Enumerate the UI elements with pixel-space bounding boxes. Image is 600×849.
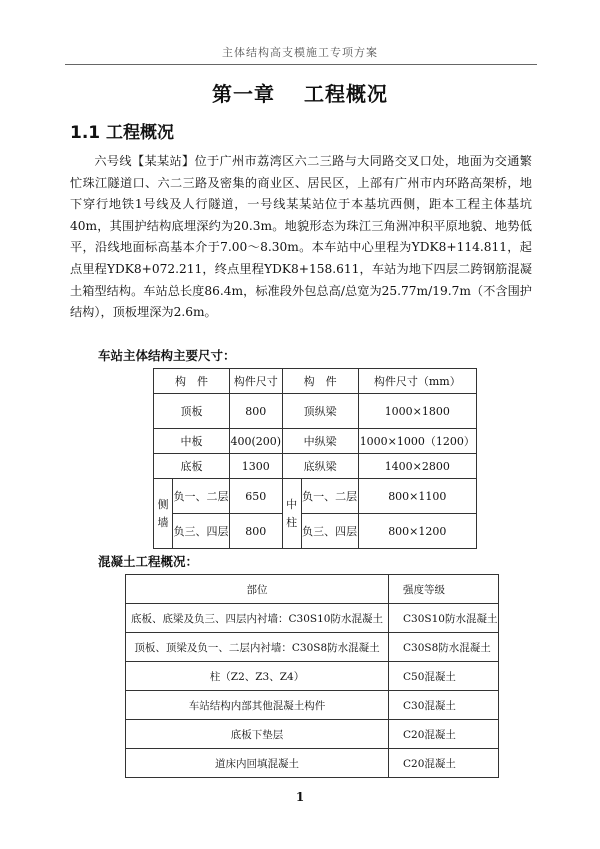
table-row <box>126 633 499 662</box>
table-cell: 中纵梁 <box>282 429 358 454</box>
table-cell: 顶板、顶梁及负一、二层内衬墙：C30S8防水混凝土 <box>126 633 389 662</box>
table-header-row <box>126 575 499 604</box>
table-cell: 底纵梁 <box>282 454 358 479</box>
table-cell: 车站结构内部其他混凝土构件 <box>126 691 389 720</box>
structure-dimensions-table <box>153 368 477 549</box>
table-row <box>154 394 477 429</box>
table-cell: 负一、二层 <box>301 479 358 514</box>
table-row <box>126 720 499 749</box>
table-cell: C30S8防水混凝土 <box>389 633 499 662</box>
header-cell: 构件尺寸 <box>230 369 283 394</box>
concrete-table <box>125 574 499 778</box>
table-cell: 柱（Z2、Z3、Z4） <box>126 662 389 691</box>
table-cell: 1000×1800 <box>358 394 476 429</box>
table-cell: 800×1200 <box>358 514 476 549</box>
table-cell: 1400×2800 <box>358 454 476 479</box>
chapter-title: 第一章 工程概况 <box>212 82 388 106</box>
table-cell: 800 <box>230 394 283 429</box>
header-cell: 构 件 <box>154 369 230 394</box>
table-row <box>154 429 477 454</box>
table-cell: C30S10防水混凝土 <box>389 604 499 633</box>
table-cell: 中板 <box>154 429 230 454</box>
table-row <box>126 691 499 720</box>
header-cell: 强度等级 <box>389 575 499 604</box>
table-cell: C50混凝土 <box>389 662 499 691</box>
table-cell: C20混凝土 <box>389 749 499 778</box>
table-row <box>126 662 499 691</box>
table-cell: 400(200) <box>230 429 283 454</box>
table-cell: 800 <box>230 514 283 549</box>
table2-caption: 混凝土工程概况： <box>98 554 199 569</box>
header-cell: 部位 <box>126 575 389 604</box>
table-cell: 负三、四层 <box>173 514 230 549</box>
header-rule <box>65 64 537 65</box>
column-label: 中柱 <box>282 479 301 549</box>
table-cell: 底板、底梁及负三、四层内衬墙：C30S10防水混凝土 <box>126 604 389 633</box>
page-number: 1 <box>295 790 305 804</box>
table-row <box>154 454 477 479</box>
table-cell: 顶板 <box>154 394 230 429</box>
table-cell: 1300 <box>230 454 283 479</box>
page-header: 主体结构高支模施工专项方案 <box>222 46 378 59</box>
table-cell: C20混凝土 <box>389 720 499 749</box>
table-cell: 负一、二层 <box>173 479 230 514</box>
table-header-row <box>154 369 477 394</box>
table-cell: 道床内回填混凝土 <box>126 749 389 778</box>
table-row <box>126 604 499 633</box>
table-row <box>126 749 499 778</box>
table-cell: 负三、四层 <box>301 514 358 549</box>
table-cell: C30混凝土 <box>389 691 499 720</box>
header-cell: 构件尺寸（mm） <box>358 369 476 394</box>
side-wall-label: 侧墙 <box>154 479 173 549</box>
header-cell: 构 件 <box>282 369 358 394</box>
table-cell: 1000×1000（1200） <box>358 429 476 454</box>
table-cell: 650 <box>230 479 283 514</box>
table-cell: 底板下垫层 <box>126 720 389 749</box>
table-cell: 800×1100 <box>358 479 476 514</box>
table-cell: 底板 <box>154 454 230 479</box>
table1-caption: 车站主体结构主要尺寸： <box>98 348 236 363</box>
table-cell: 顶纵梁 <box>282 394 358 429</box>
section-title: 1.1 工程概况 <box>70 123 175 143</box>
table-row <box>154 479 477 514</box>
overview-paragraph: 六号线【某某站】位于广州市荔湾区六二三路与大同路交叉口处，地面为交通繁忙珠江隧道口、六二三路及密集的商业区、居民区，上部有广州市内环路高架桥，地下穿行地铁1号线及人行隧道，一号线某某站位于本基坑西侧，距本工程主体基坑40m，其围护结构底埋深约为20.3m。地貌形态为珠江三角洲冲积平原地貌、地势低平，沿线地面标高基本介于7.00～8.30m。本车站中心里程为YDK8+114.811，起点里程YDK8+072.211，终点里程YDK8+158.611，车站为地下四层二跨钢筋混凝土箱型结构。车站总长度86.4m，标准段外包总高/总宽为25.77m/19.7m（不含围护结构），顶板埋深为2.6m。 <box>70 154 532 320</box>
table-row <box>154 514 477 549</box>
